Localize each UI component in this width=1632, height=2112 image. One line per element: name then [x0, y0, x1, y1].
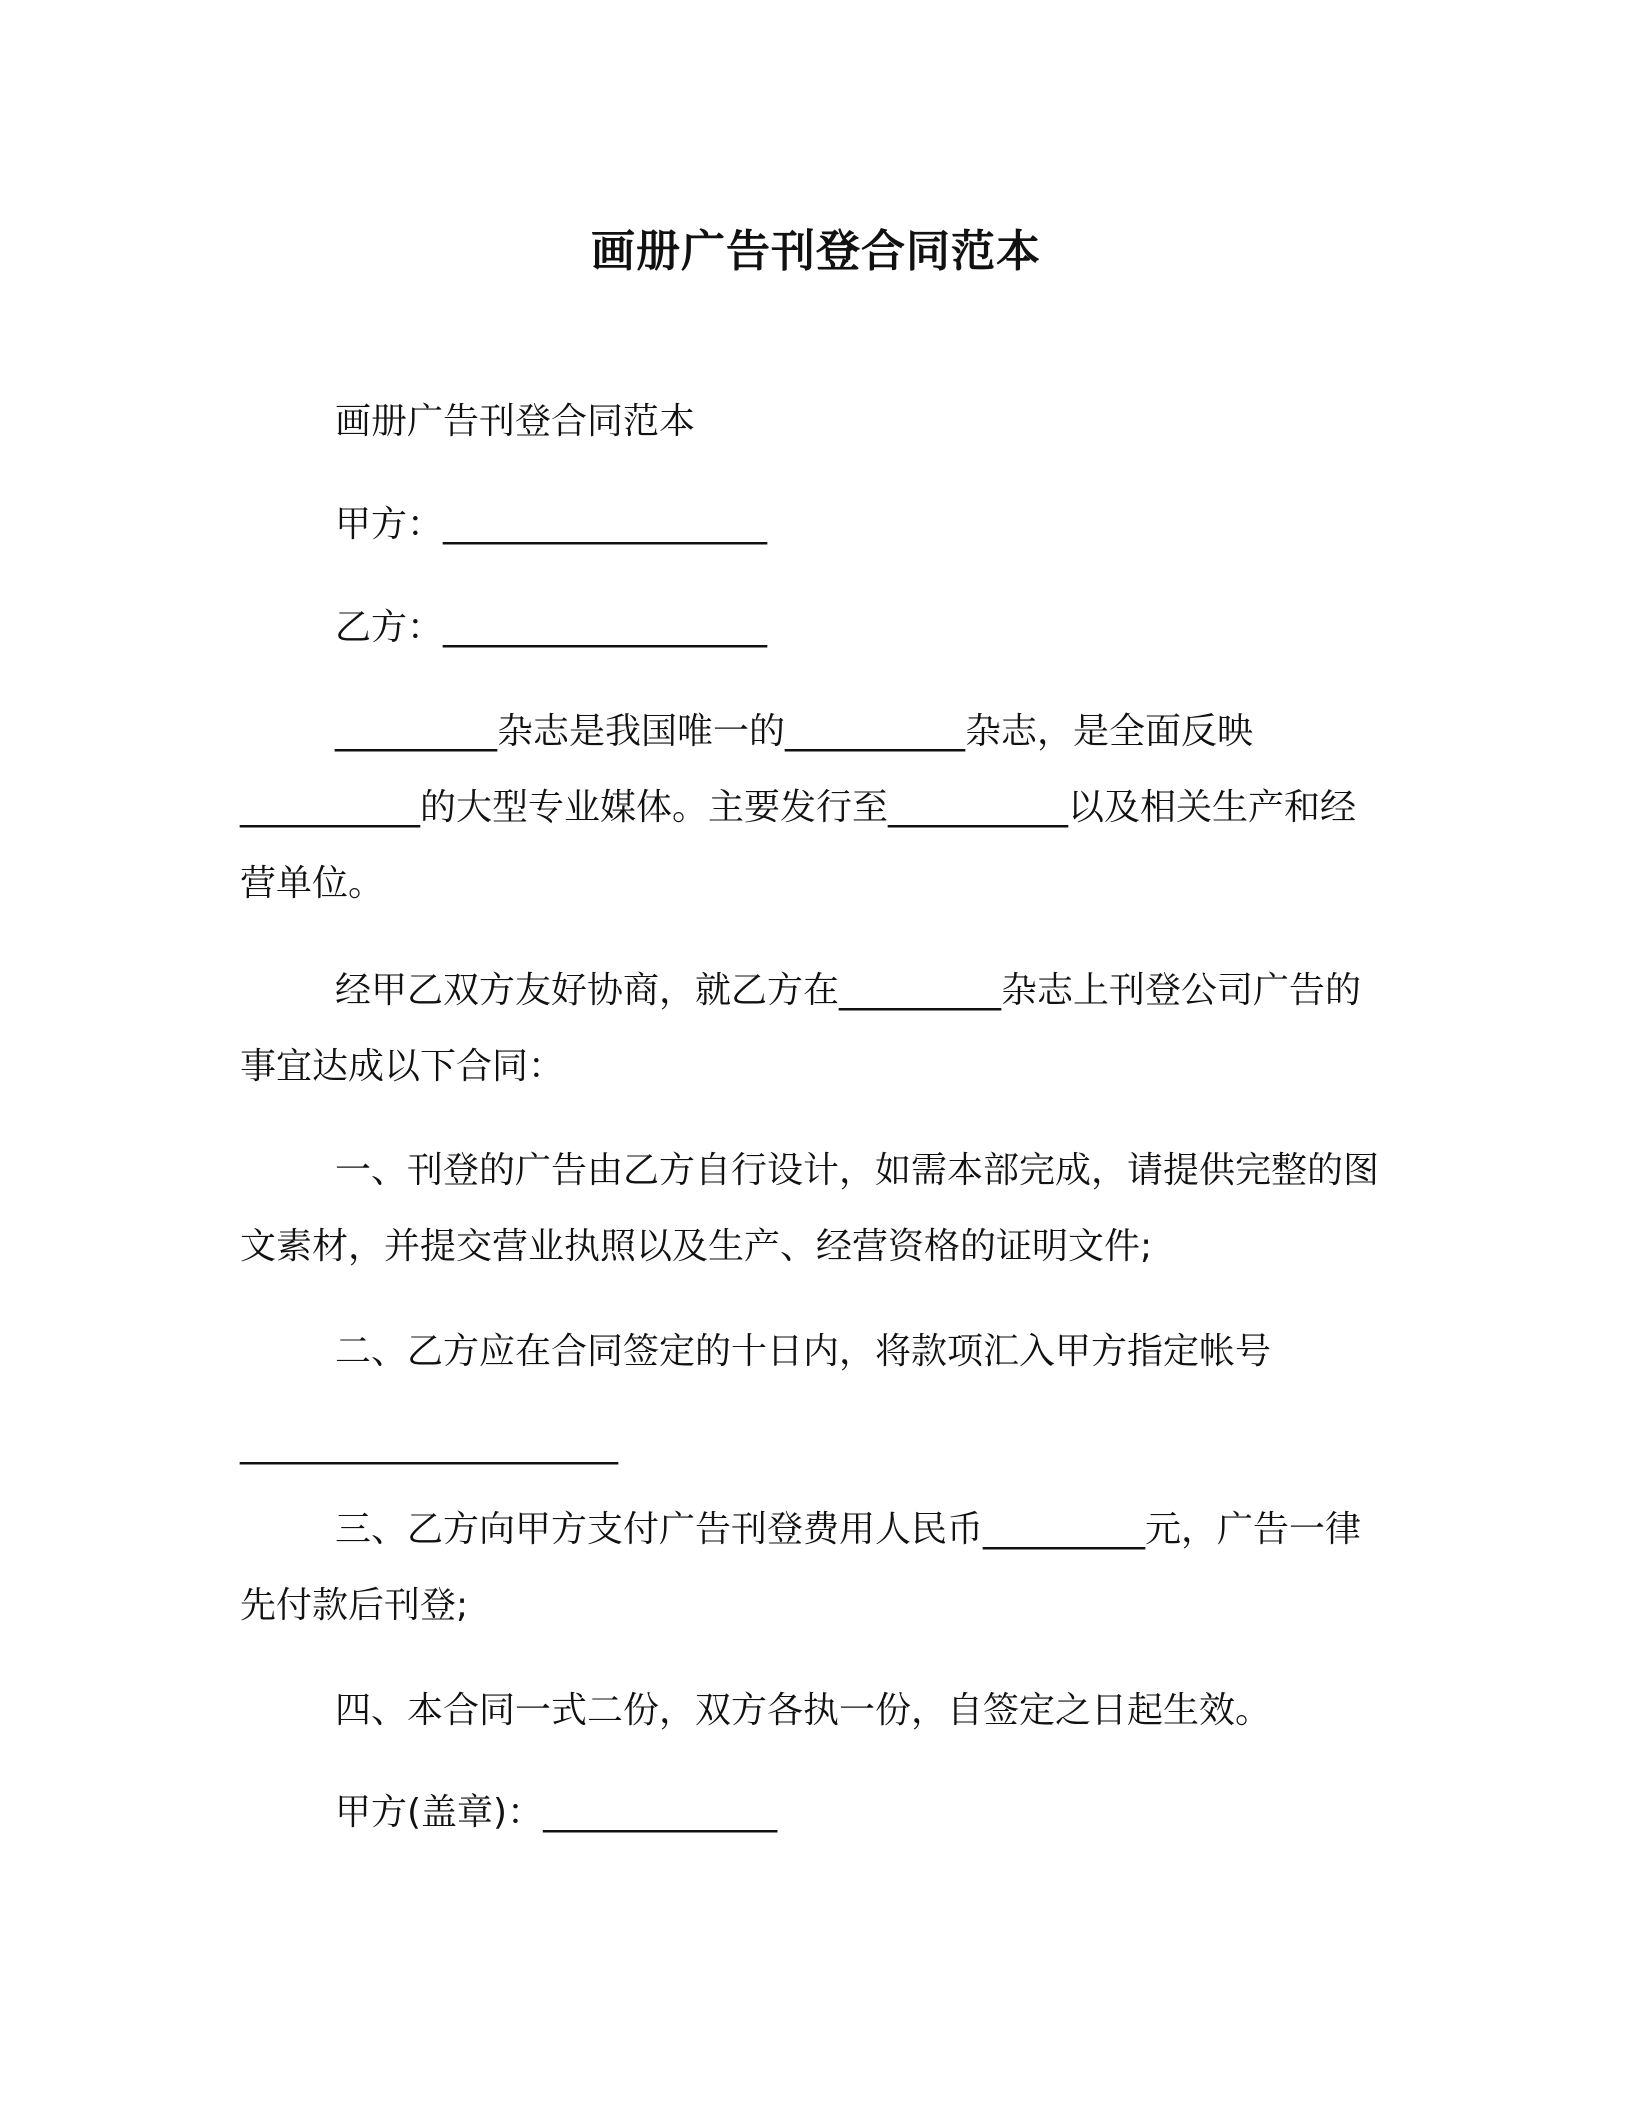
agreement-paragraph: 经甲乙双方友好协商，就乙方在_________杂志上刊登公司广告的事宜达成以下合同： — [240, 970, 1362, 1087]
clause-4: 四、本合同一式二份，双方各执一份，自签定之日起生效。 — [335, 1690, 1272, 1731]
clause-3: 三、乙方向甲方支付广告刊登费用人民币_________元，广告一律先付款后刊登; — [240, 1509, 1362, 1626]
document-title: 画册广告刊登合同范本 — [591, 226, 1041, 277]
party-b-line: 乙方：__________________ — [335, 607, 768, 648]
document-subtitle: 画册广告刊登合同范本 — [335, 401, 696, 442]
intro-paragraph: _________杂志是我国唯一的__________杂志，是全面反映__________的大型专业媒体。主要发行至__________以及相关生产和经营单位。 — [240, 711, 1357, 904]
clause-1: 一、刊登的广告由乙方自行设计，如需本部完成，请提供完整的图文素材，并提交营业执照以及生产、经营资格的证明文件; — [240, 1150, 1380, 1267]
party-a-seal-line: 甲方(盖章)：_____________ — [335, 1792, 778, 1833]
clause-2: 二、乙方应在合同签定的十日内，将款项汇入甲方指定帐号 — [335, 1331, 1272, 1372]
party-a-line: 甲方：__________________ — [335, 504, 768, 545]
clause-2-account-blank: _____________________ — [240, 1424, 618, 1465]
